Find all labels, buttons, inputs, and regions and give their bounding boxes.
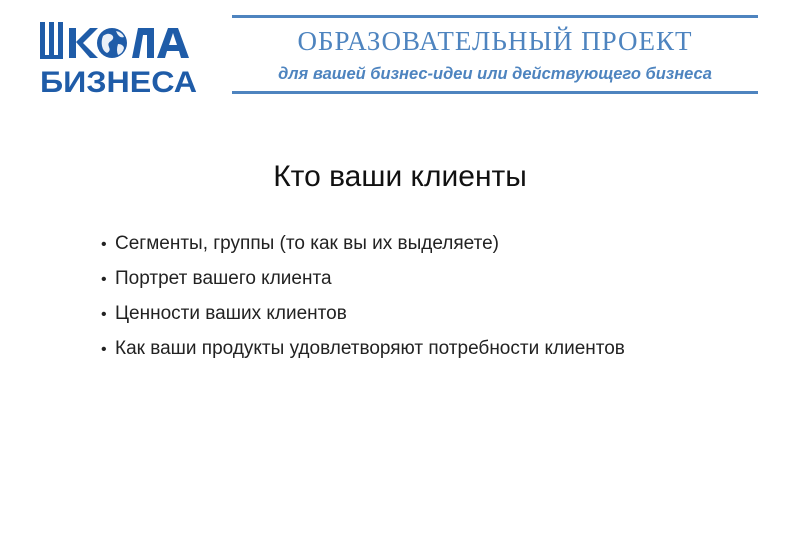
school-of-business-logo [40, 22, 200, 96]
header-subtitle: для вашей бизнес-идеи или действующего бизнеса [278, 65, 712, 83]
bullet-dot-icon: • [101, 271, 107, 288]
bullet-item [100, 267, 625, 302]
header-top-rule [232, 15, 758, 18]
bullet-dot-icon: • [101, 306, 107, 323]
header-band [232, 15, 758, 95]
header-title: ОБРАЗОВАТЕЛЬНЫЙ ПРОЕКТ [297, 26, 693, 56]
bullet-dot-icon: • [101, 341, 107, 358]
bullet-list [100, 232, 625, 372]
bullet-text: Как ваши продукты удовлетворяют потребности клиентов [115, 338, 625, 359]
logo-graphic [40, 22, 200, 96]
bullet-item [100, 302, 625, 337]
slide-title: Кто ваши клиенты [273, 160, 527, 193]
bullet-item [100, 232, 625, 267]
bullet-text: Портрет вашего клиента [115, 268, 332, 289]
bullet-item [100, 337, 625, 372]
header-bottom-rule [232, 91, 758, 94]
bullet-dot-icon: • [101, 236, 107, 253]
bullet-text: Сегменты, группы (то как вы их выделяете) [115, 233, 499, 254]
bullet-text: Ценности ваших клиентов [115, 303, 347, 324]
svg-text:БИЗНЕСА: БИЗНЕСА [40, 66, 198, 96]
